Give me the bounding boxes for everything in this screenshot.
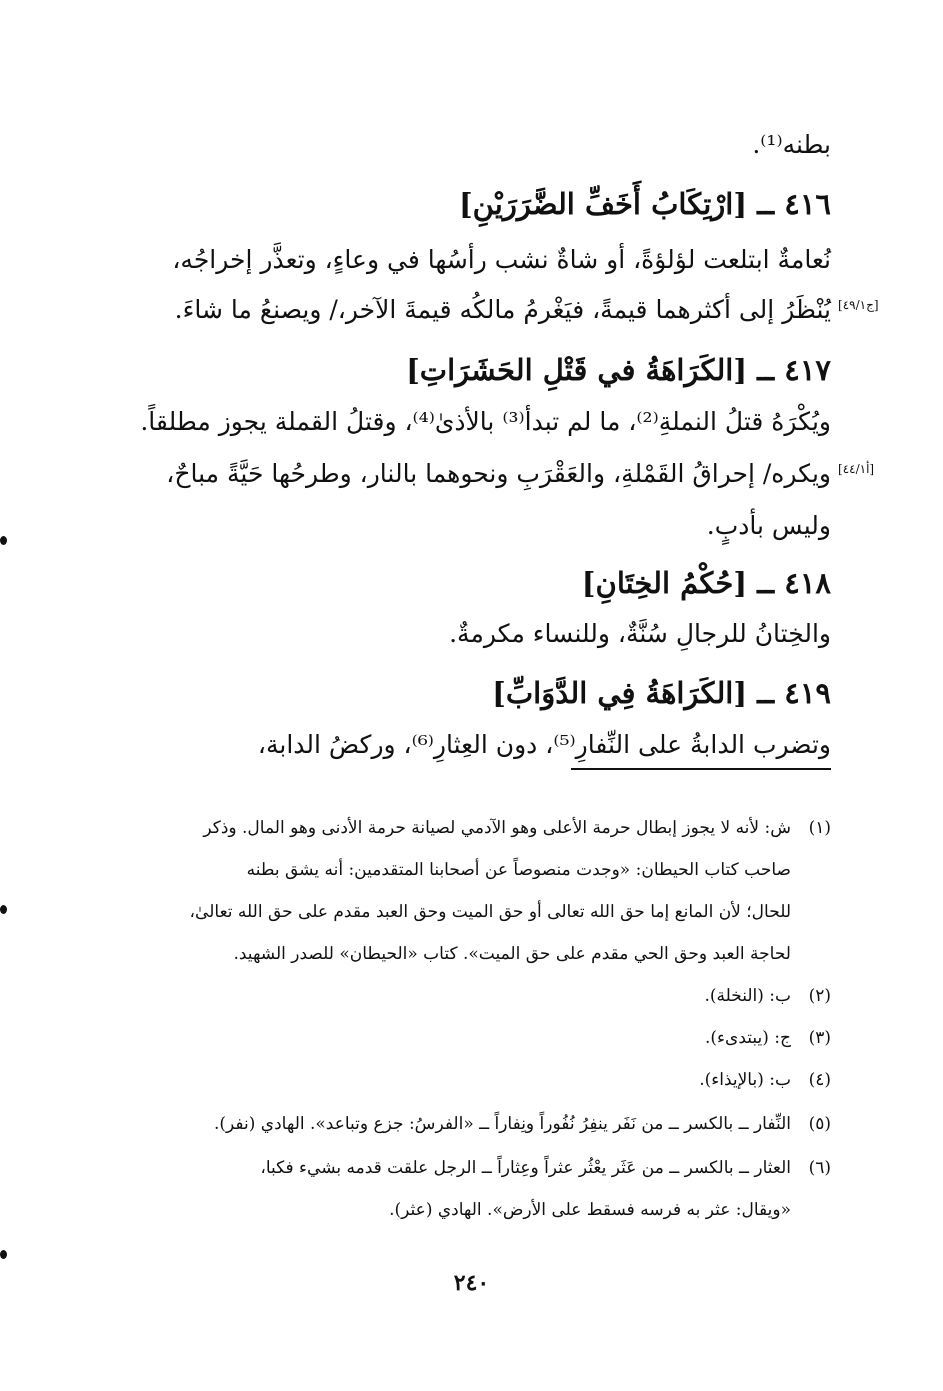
- footnote-line: «ويقال: عثر به فرسه فسقط على الأرض». الهادي (عثر).: [389, 1200, 791, 1220]
- footnote-number: (٥): [808, 1114, 831, 1134]
- text-line: بطنه⁽¹⁾.: [752, 130, 831, 159]
- text-line: والخِتانُ للرجالِ سُنَّةٌ، وللنساء مكرمةٌ.: [449, 619, 831, 648]
- text-line: ويُكْرَهُ قتلُ النملةِ⁽²⁾، ما لم تبدأ⁽³⁾ بالأذىٰ⁽⁴⁾، وقتلُ القملة يجوز مطلقاً.: [140, 407, 831, 436]
- footnote-line: النِّفار ــ بالكسر ــ من نَفَر ينفِرُ نُفُوراً ونِفاراً ــ «الفرسُ: جزع وتباعد». الهادي (نفر).: [214, 1114, 791, 1134]
- text-line: وليس بأدبٍ.: [706, 511, 831, 540]
- section-heading-418: ٤١٨ ــ [حُكْمُ الخِتَانِ]: [581, 566, 831, 600]
- footnote-number: (٣): [808, 1028, 831, 1048]
- text-line: يُنْظَرُ إلى أكثرهما قيمةً، فيَغْرمُ مالكُه قيمةَ الآخر،/ ويصنعُ ما شاءَ.: [174, 295, 831, 324]
- footnote-number: (١): [808, 818, 831, 838]
- footnote-line: ب: (النخلة).: [704, 986, 791, 1006]
- footnote-line: العثار ــ بالكسر ــ من عَثَر يعْثُر عثراً وعِثاراً ــ الرجل علقت قدمه بشيء فكبا،: [260, 1158, 791, 1178]
- section-heading-416: ٤١٦ ــ [ارْتِكَابُ أَخَفِّ الضَّرَرَيْنِ]: [458, 187, 831, 221]
- text-line: نُعامةٌ ابتلعت لؤلؤةً، أو شاةٌ نشب رأسُها في وعاءٍ، وتعذَّر إخراجُه،: [172, 245, 831, 274]
- footnote-number: (٦): [808, 1158, 831, 1178]
- page-number: ٢٤٠: [453, 1270, 490, 1296]
- footnote-number: (٢): [808, 986, 831, 1006]
- section-heading-417: ٤١٧ ــ [الكَرَاهَةُ في قَتْلِ الحَشَرَاتِ]: [406, 353, 831, 387]
- footnote-line: ج: (يبتدىء).: [705, 1028, 791, 1048]
- margin-note: [أ٤٤/١]: [838, 462, 875, 476]
- footnote-line: لحاجة العبد وحق الحي مقدم على حق الميت». كتاب «الحيطان» للصدر الشهيد.: [233, 944, 791, 964]
- scan-mark: [0, 1250, 7, 1259]
- footnote-separator: [571, 768, 831, 770]
- margin-note: [ج٤٩/١]: [838, 298, 879, 312]
- scan-mark: [0, 536, 7, 545]
- text-line: ويكره/ إحراقُ القَمْلةِ، والعَقْرَبِ ونحوهما بالنار، وطرحُها حَيَّةً مباحٌ،: [166, 459, 831, 488]
- footnote-line: للحال؛ لأن المانع إما حق الله تعالى أو حق الميت وحق العبد مقدم على حق الله تعالىٰ،: [189, 902, 791, 922]
- footnote-number: (٤): [808, 1070, 831, 1090]
- section-heading-419: ٤١٩ ــ [الكَرَاهَةُ فِي الدَّوَابِّ]: [492, 676, 831, 710]
- text-line: وتضرب الدابةُ على النِّفارِ⁽⁵⁾، دون العِثارِ⁽⁶⁾، وركضُ الدابة،: [257, 730, 831, 759]
- footnote-line: صاحب كتاب الحيطان: «وجدت منصوصاً عن أصحابنا المتقدمين: أنه يشق بطنه: [246, 860, 791, 880]
- footnote-line: ش: لأنه لا يجوز إبطال حرمة الأعلى وهو الآدمي لصيانة حرمة الأدنى وهو المال. وذكر: [203, 818, 791, 838]
- scan-mark: [0, 905, 7, 914]
- footnote-line: ب: (بالإيذاء).: [699, 1070, 791, 1090]
